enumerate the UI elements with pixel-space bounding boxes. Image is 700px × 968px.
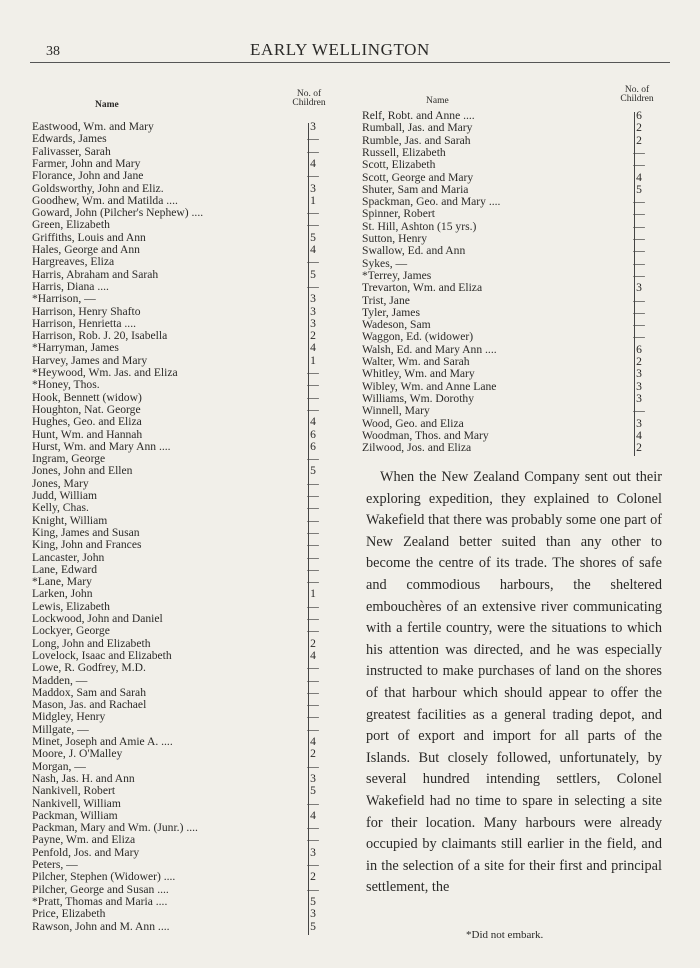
entry-children: — [307,169,319,183]
entry-name: Edwards, James [32,132,107,146]
left-heading-children-line2: Children [292,98,326,108]
entry-name: King, John and Frances [32,538,142,552]
entry-children: — [307,710,319,724]
entry-name: Long, John and Elizabeth [32,636,151,650]
entry-children: — [307,144,319,158]
entry-name: Mason, Jas. and Rachael [32,698,147,712]
entry-name: Scott, Elizabeth [362,158,436,172]
list-item [32,502,332,514]
entry-name: Kelly, Chas. [32,501,89,515]
entry-name: Peters, — [32,858,78,871]
entry-children: — [307,378,319,392]
entry-children: 2 [636,133,642,147]
entry-name: Pilcher, Stephen (Widower) .... [32,870,176,884]
entry-name: Walter, Wm. and Sarah [362,355,470,368]
entry-children: 6 [636,342,642,356]
entry-name: *Pratt, Thomas and Maria .... [32,894,168,908]
entry-children: 3 [636,281,642,295]
entry-name: Trevarton, Wm. and Eliza [362,281,483,295]
entry-children: — [307,206,319,220]
list-item [362,368,662,380]
entry-children: — [307,698,319,712]
entry-children: — [307,550,319,564]
list-item [32,379,332,391]
list-item [362,442,662,454]
entry-children: — [633,145,645,159]
right-heading-children [612,86,662,104]
entry-name: Jones, John and Ellen [32,464,133,478]
entry-children: 3 [310,845,316,859]
footnote: *Did not embark. [466,929,544,941]
entry-children: 2 [310,636,316,650]
list-item [362,159,662,171]
entry-name: Spackman, Geo. and Mary .... [362,195,501,209]
list-item [32,871,332,883]
entry-children: 4 [310,243,316,256]
entry-name: Wood, Geo. and Eliza [362,416,464,430]
entry-name: Hunt, Wm. and Hannah [32,427,143,441]
list-item [32,834,332,846]
entry-name: Hurst, Wm. and Mary Ann .... [32,439,171,453]
entry-name: Winnell, Mary [362,404,430,418]
entry-children: — [307,255,319,269]
entry-children: — [633,244,645,258]
entry-children: 3 [310,181,316,195]
entry-children: — [307,882,319,896]
entry-name: Wibley, Wm. and Anne Lane [362,379,497,393]
list-item [32,293,332,305]
entry-name: Tyler, James [362,305,420,319]
entry-name: *Harryman, James [32,341,119,355]
entry-children: 3 [636,379,642,393]
list-item [32,588,332,600]
entry-name: Trist, Jane [362,293,410,307]
entry-children: 4 [310,156,316,170]
entry-name: Packman, Mary and Wm. (Junr.) .... [32,821,198,835]
entry-children: 4 [310,808,316,822]
entry-children: 6 [310,439,316,453]
running-head: EARLY WELLINGTON [250,40,430,59]
entry-children: 1 [310,193,316,207]
entry-name: Swallow, Ed. and Ann [362,244,466,258]
entry-name: Nash, Jas. H. and Ann [32,771,135,785]
entry-children: — [307,796,319,810]
entry-children: — [307,218,319,232]
entry-name: Packman, William [32,808,118,822]
entry-name: Minet, Joseph and Amie A. .... [32,735,173,748]
entry-children: — [307,759,319,773]
entry-children: — [307,821,319,835]
entry-children: 2 [310,870,316,884]
entry-name: Farmer, John and Mary [32,156,141,170]
entry-children: 3 [310,120,316,133]
entry-children: 5 [310,230,316,244]
entry-name: Madden, — [32,673,88,687]
list-item [32,662,332,674]
entry-children: 4 [310,648,316,662]
entry-children: — [307,685,319,699]
entry-children: 5 [636,182,642,196]
entry-children: 5 [310,267,316,281]
entry-children: — [633,158,645,172]
list-item [32,256,332,268]
entry-children: — [633,293,645,307]
body-paragraph: When the New Zealand Company sent out their exploring expedition, they explained to Colonel Wakefield that there was probably some one part of New Zealand better suited than any other to become the centre of its trade. The shores of safe and commodious harbours, the sheltered embouchères of an extensive river communicating with a fertile country, were the situations to which his attention was directed, and he was especially instructed to make purchases of land on the shores of that harbour which should appear to offer the greatest facilities as a general trading depot, and port of export and import for all parts of the Islands. But closely followed, unfortunately, by several hundred intending settlers, Colonel Wakefield had no time to spare in selecting a site for their location. Many harbours were already occupied by claimants still earlier in the field, and in the selection of a site for their first and principal settlement, the [366,469,662,896]
entry-name: Rawson, John and M. Ann .... [32,919,170,933]
entry-children: 3 [310,771,316,785]
list-item [32,539,332,551]
entry-name: Pilcher, George and Susan .... [32,882,169,896]
entry-children: — [633,207,645,221]
entry-children: — [307,562,319,576]
list-item [32,183,332,195]
entry-name: Penfold, Jos. and Mary [32,845,140,859]
entry-name: Maddox, Sam and Sarah [32,685,146,699]
entry-name: Harrison, Henrietta .... [32,316,136,330]
entry-children: — [307,624,319,638]
entry-children: — [633,232,645,245]
entry-children: 3 [310,907,316,921]
list-item [32,921,332,933]
entry-name: Walsh, Ed. and Mary Ann .... [362,342,497,356]
entry-name: Zilwood, Jos. and Eliza [362,441,472,455]
entry-children: 5 [310,894,316,908]
entry-name: Lewis, Elizabeth [32,599,110,613]
entry-name: Harvey, James and Mary [32,353,148,367]
entry-name: Williams, Wm. Dorothy [362,391,475,405]
entry-name: Nankivell, William [32,796,121,810]
entry-children: 1 [310,587,316,601]
list-item [362,295,662,307]
entry-children: — [633,195,645,209]
entry-name: Waggon, Ed. (widower) [362,330,474,344]
entry-name: Falivasser, Sarah [32,144,111,158]
list-item [362,282,662,294]
list-item [32,552,332,564]
column-rule [634,112,635,456]
page-number: 38 [46,44,60,59]
entry-children: — [307,525,319,539]
entry-children: — [307,132,319,146]
entry-children: — [633,268,645,282]
entry-name: Lowe, R. Godfrey, M.D. [32,661,146,675]
entry-children: — [307,366,319,379]
entry-children: 6 [310,427,316,441]
entry-name: Eastwood, Wm. and Mary [32,120,154,133]
list-item [32,908,332,920]
list-item [32,465,332,477]
entry-name: Lancaster, John [32,550,105,564]
entry-children: — [633,305,645,319]
entry-children: — [307,452,319,466]
entry-name: Harrison, Rob. J. 20, Isabella [32,329,168,343]
entry-name: Russell, Elizabeth [362,145,446,159]
entry-name: Whitley, Wm. and Mary [362,367,475,381]
entry-children: 2 [636,441,642,455]
entry-name: Morgan, — [32,759,86,773]
entry-name: Goward, John (Pilcher's Nephew) .... [32,206,204,220]
list-item [32,170,332,182]
entry-children: 3 [636,416,642,430]
entry-name: Shuter, Sam and Maria [362,182,469,196]
list-item [32,429,332,441]
list-item [32,798,332,810]
entry-children: — [307,489,319,502]
entry-children: 4 [310,415,316,429]
entry-name: Goldsworthy, John and Eliz. [32,181,164,195]
entry-children: — [307,476,319,490]
entry-name: Payne, Wm. and Eliza [32,833,136,847]
list-item [362,418,662,430]
entry-name: Rumble, Jas. and Sarah [362,133,471,147]
entry-name: Nankivell, Robert [32,784,116,798]
body-text [366,467,662,899]
entry-children: 3 [636,391,642,405]
entry-name: *Honey, Thos. [32,378,100,392]
entry-name: Spinner, Robert [362,207,435,221]
list-item [362,122,662,134]
entry-children: 4 [636,428,642,442]
entry-children: 3 [310,292,316,306]
entry-name: Moore, J. O'Malley [32,747,123,761]
list-item [32,785,332,797]
entry-name: Goodhew, Wm. and Matilda .... [32,193,178,207]
list-item [32,219,332,231]
list-item [32,133,332,145]
entry-name: King, James and Susan [32,525,140,539]
entry-children: — [307,722,319,736]
entry-children: — [633,256,645,270]
entry-children: — [307,513,319,527]
entry-children: 5 [310,464,316,478]
left-heading-children-line1: No. of [296,89,322,99]
entry-name: Wadeson, Sam [362,318,431,332]
entry-children: 3 [310,316,316,330]
list-item [362,245,662,257]
entry-name: Sykes, — [362,256,408,270]
entry-children: — [307,599,319,613]
entry-children: 3 [636,367,642,381]
list-item [32,342,332,354]
right-heading-children-line2: Children [620,94,654,104]
entry-name: Hughes, Geo. and Eliza [32,415,142,429]
entry-children: — [633,219,645,233]
list-item [362,405,662,417]
entry-name: Price, Elizabeth [32,907,106,921]
list-item [32,306,332,318]
right-heading-name: Name [426,96,449,106]
column-rule [308,123,309,935]
entry-name: Harris, Abraham and Sarah [32,267,159,281]
entry-name: Relf, Robt. and Anne .... [362,109,475,122]
entry-name: St. Hill, Ashton (15 yrs.) [362,219,477,233]
entry-children: 2 [636,121,642,135]
entry-children: — [307,538,319,552]
entry-name: Knight, William [32,513,108,527]
entry-name: *Lane, Mary [32,575,92,589]
entry-children: — [307,390,319,404]
entry-children: 4 [636,170,642,184]
entry-name: Harrison, Henry Shafto [32,304,141,318]
entry-name: Ingram, George [32,452,106,466]
entry-name: Lockyer, George [32,624,110,638]
entry-children: — [307,279,319,293]
entry-name: Jones, Mary [32,476,89,490]
entry-name: *Heywood, Wm. Jas. and Eliza [32,366,178,379]
list-item [362,208,662,220]
entry-name: Green, Elizabeth [32,218,110,232]
entry-children: 6 [636,109,642,122]
list-item [362,331,662,343]
entry-children: — [633,330,645,344]
entry-children: — [307,858,319,871]
entry-name: Scott, George and Mary [362,170,474,184]
entry-children: — [307,575,319,589]
entry-children: — [307,402,319,416]
entry-name: *Terrey, James [362,268,432,282]
entry-children: — [633,404,645,418]
entry-name: Florance, John and Jane [32,169,144,183]
left-heading-children [284,90,334,108]
entry-children: 5 [310,919,316,933]
entry-name: Harris, Diana .... [32,279,109,293]
entry-name: Woodman, Thos. and Mary [362,428,489,442]
entry-children: — [307,501,319,515]
right-heading-children-line1: No. of [624,85,650,95]
entry-name: Hales, George and Ann [32,243,140,256]
entry-name: Hook, Bennett (widow) [32,390,142,404]
entry-children: 3 [310,304,316,318]
entry-name: Lockwood, John and Daniel [32,612,163,625]
entry-children: — [307,833,319,847]
entry-name: Judd, William [32,489,98,502]
left-heading-name: Name [95,100,119,110]
entry-name: Griffiths, Louis and Ann [32,230,146,244]
entry-name: Lovelock, Isaac and Elizabeth [32,648,172,662]
list-item [362,172,662,184]
entry-children: 1 [310,353,316,367]
entry-name: Sutton, Henry [362,232,428,245]
entry-children: 4 [310,735,316,748]
entry-name: Midgley, Henry [32,710,106,724]
entry-children: 5 [310,784,316,798]
entry-name: Larken, John [32,587,93,601]
list-item [32,711,332,723]
entry-children: 2 [636,355,642,368]
entry-children: 2 [310,329,316,343]
list-item [32,748,332,760]
entry-children: 4 [310,341,316,355]
entry-children: — [307,661,319,675]
entry-name: Rumball, Jas. and Mary [362,121,473,135]
entry-children: — [633,318,645,332]
list-item [32,675,332,687]
entry-children: — [307,612,319,625]
entry-children: 2 [310,747,316,761]
entry-name: Millgate, — [32,722,89,736]
list-item [32,416,332,428]
header-rule [30,62,670,63]
entry-name: *Harrison, — [32,292,96,306]
entry-name: Houghton, Nat. George [32,402,141,416]
entry-name: Lane, Edward [32,562,98,576]
entry-children: — [307,673,319,687]
entry-name: Hargreaves, Eliza [32,255,115,269]
list-item [32,625,332,637]
